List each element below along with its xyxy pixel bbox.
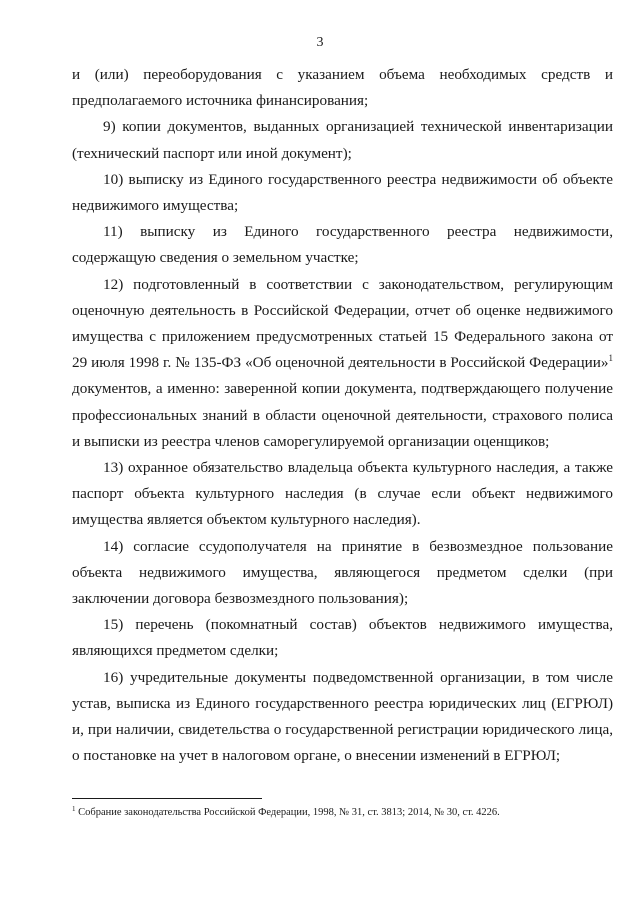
paragraph-item-8-continuation: и (или) переоборудования с указанием объема необходимых средств и предполагаемого источника финансирования; [72,66,613,110]
paragraph-item-14: 14) согласие ссудополучателя на принятие в безвозмездное пользование объекта недвижимого имущества, являющегося предметом сделки (при заключении договора безвозмездного пользования); [72,537,613,608]
footnote [72,806,613,820]
paragraph-item-13: 13) охранное обязательство владельца объекта культурного наследия, а также паспорт объекта культурного наследия (в случае если объект недвижимого имущества является объектом культурного наследия). [72,459,613,529]
paragraph-item-15: 15) перечень (покомнатный состав) объектов недвижимого имущества, являющихся предметом сделки; [72,616,613,660]
document-body [72,62,613,769]
footnote-text: Собрание законодательства Российской Федерации, 1998, № 31, ст. 3813; 2014, № 30, ст. 4226. [75,807,500,818]
paragraph-item-11: 11) выписку из Единого государственного реестра недвижимости, содержащую сведения о земельном участке; [72,223,613,267]
page-number: 3 [316,35,324,50]
paragraph-item-10: 10) выписку из Единого государственного реестра недвижимости об объекте недвижимого имущества; [72,170,613,215]
footnote-divider [72,798,262,799]
item-12-text-end: документов, а именно: заверенной копии документа, подтверждающего получение профессиональных знаний в области оценочной деятельности, страхового полиса и выписки из реестра членов саморегулируемой организации оценщиков; [72,380,613,450]
footnote-reference[interactable]: 1 [608,353,613,364]
footnote-mark: 1 [72,805,76,813]
item-12-text-start: 12) подготовленный в соответствии с законодательством, регулирующим оценочную деятельность в Российской Федерации, отчет об оценке недвижимого имущества с приложением предусмотренных статьей 15 Федерального закона от 29 июля 1998 г. № 135-ФЗ «Об оценочной деятельности в Российской Федерации» [72,275,613,372]
paragraph-item-9: 9) копии документов, выданных организацией технической инвентаризации (технический паспорт или иной документ); [72,118,613,162]
paragraph-item-12 [72,272,613,455]
paragraph-item-16: 16) учредительные документы подведомственной организации, в том числе устав, выписка из Единого государственного реестра юридических лиц (ЕГРЮЛ) и, при наличии, свидетельства о государственной регистрации юридического лица, о постановке на учет в налоговом органе, о внесении изменений в ЕГРЮЛ; [72,668,613,765]
